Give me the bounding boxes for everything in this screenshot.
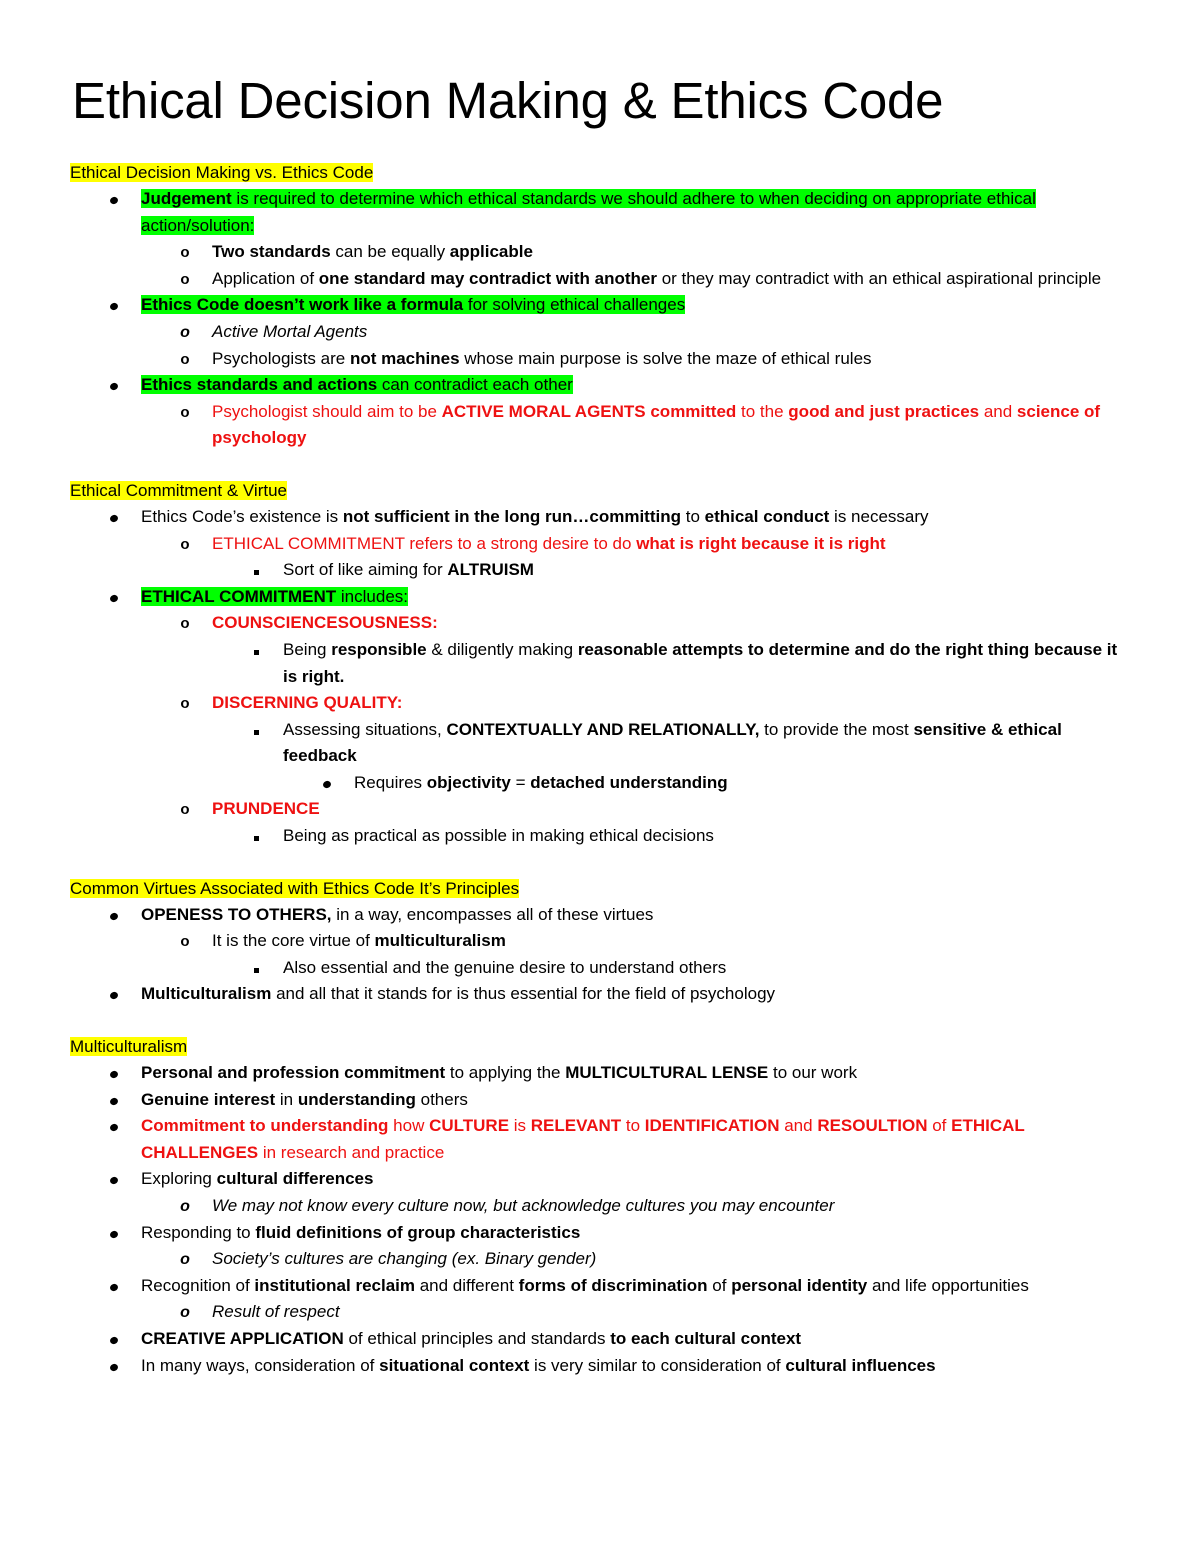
section-heading: Ethical Decision Making vs. Ethics Code [70,163,374,182]
bullet-marker [104,186,124,213]
square-marker [246,557,266,584]
list-item: o We may not know every culture now, but acknowledge cultures you may encounter [141,1193,1135,1220]
bullet-marker [104,1113,124,1140]
bullet-marker [104,902,124,929]
bullet-marker [104,1166,124,1193]
list-item: o Two standards can be equally applicable [141,239,1135,266]
list-item: Commitment to understanding how CULTURE is RELEVANT to IDENTIFICATION and RESOULTION of ETHICAL CHALLENGES in research and practice [70,1113,1135,1166]
bullet-marker [104,1220,124,1247]
bullet-marker [104,1060,124,1087]
square-marker [246,823,266,850]
circle-marker: o [180,1198,190,1215]
document-title: Ethical Decision Making & Ethics Code [72,72,944,129]
bullet-marker [104,504,124,531]
list-item: Multiculturalism and all that it stands for is thus essential for the field of psychology [70,981,1135,1008]
list-item: o It is the core virtue of multiculturalism [141,928,1135,955]
list-item: Ethics Code’s existence is not sufficient in the long run…committing to ethical conduct is necessary [70,504,1135,531]
circle-marker: o [180,1251,190,1269]
list-item: o ETHICAL COMMITMENT refers to a strong desire to do what is right because it is right [141,531,1135,558]
list-item: Assessing situations, CONTEXTUALLY AND RELATIONALLY, to provide the most sensitive & ethical feedback [212,717,1135,770]
circle-marker: o [180,323,190,341]
square-marker [246,637,266,664]
list-item: Exploring cultural differences [70,1166,1135,1193]
bullet-marker [104,1326,124,1353]
list-item: Ethics Code doesn’t work like a formula for solving ethical challenges [70,292,1135,319]
list-item: ETHICAL COMMITMENT includes: [70,584,1135,611]
bullet-marker [104,1273,124,1300]
bullet-marker [104,981,124,1008]
bullet-marker [104,584,124,611]
list-item: Judgement is required to determine which ethical standards we should adhere to when deciding on appropriate ethical action/solution: [70,186,1135,239]
section-multiculturalism [70,1034,1135,1379]
section-common-virtues [70,876,1135,1008]
list-item: Also essential and the genuine desire to understand others [212,955,1135,982]
list-item: Genuine interest in understanding others [70,1087,1135,1114]
list-item: o Psychologist should aim to be ACTIVE MORAL AGENTS committed to the good and just practices and science of psychology [141,399,1135,452]
section-heading: Multiculturalism [70,1037,188,1057]
circle-marker: o [180,535,190,553]
list-item: o Psychologists are not machines whose main purpose is solve the maze of ethical rules [141,346,1135,373]
list-item: Responding to fluid definitions of group characteristics [70,1220,1135,1247]
document-page [70,70,1135,1379]
list-item: o Society’s cultures are changing (ex. Binary gender) [141,1246,1135,1273]
section-heading: Common Virtues Associated with Ethics Code It’s Principles [70,878,520,898]
list-item: Requires objectivity = detached understanding [283,770,1135,797]
section-heading: Ethical Commitment & Virtue [70,480,287,500]
list-item: Being as practical as possible in making ethical decisions [212,823,1135,850]
circle-marker: o [180,615,190,633]
circle-marker: o [180,933,190,951]
list-item: o DISCERNING QUALITY: [141,690,1135,717]
circle-marker: o [180,350,190,368]
bullet-marker [104,1353,124,1380]
circle-marker: o [180,403,190,421]
section-ethical-commitment [70,478,1135,850]
bullet-marker [104,292,124,319]
list-item: Sort of like aiming for ALTRUISM [212,557,1135,584]
list-item: CREATIVE APPLICATION of ethical principles and standards to each cultural context [70,1326,1135,1353]
list-item: Ethics standards and actions can contradict each other [70,372,1135,399]
circle-marker: o [180,270,190,288]
list-item: o Application of one standard may contradict with another or they may contradict with an ethical aspirational principle [141,266,1135,293]
list-item: Recognition of institutional reclaim and different forms of discrimination of personal identity and life opportunities [70,1273,1135,1300]
square-marker [246,955,266,982]
circle-marker: o [180,244,190,262]
bullet-marker [317,770,337,797]
list-item: o COUNSCIENCESOUSNESS: [141,610,1135,637]
list-item: Being responsible & diligently making reasonable attempts to determine and do the right thing because it is right. [212,637,1135,690]
list-item: Personal and profession commitment to applying the MULTICULTURAL LENSE to our work [70,1060,1135,1087]
square-marker [246,717,266,744]
list-item: o PRUNDENCE [141,796,1135,823]
circle-marker: o [180,801,190,819]
section-ethical-decision-making [70,160,1135,452]
bullet-marker [104,1087,124,1114]
circle-marker: o [180,1304,190,1322]
bullet-marker [104,372,124,399]
list-item: OPENESS TO OTHERS, in a way, encompasses all of these virtues [70,902,1135,929]
list-item: o Result of respect [141,1299,1135,1326]
circle-marker: o [180,695,190,713]
list-item: In many ways, consideration of situational context is very similar to consideration of cultural influences [70,1353,1135,1380]
list-item: o Active Mortal Agents [141,319,1135,346]
